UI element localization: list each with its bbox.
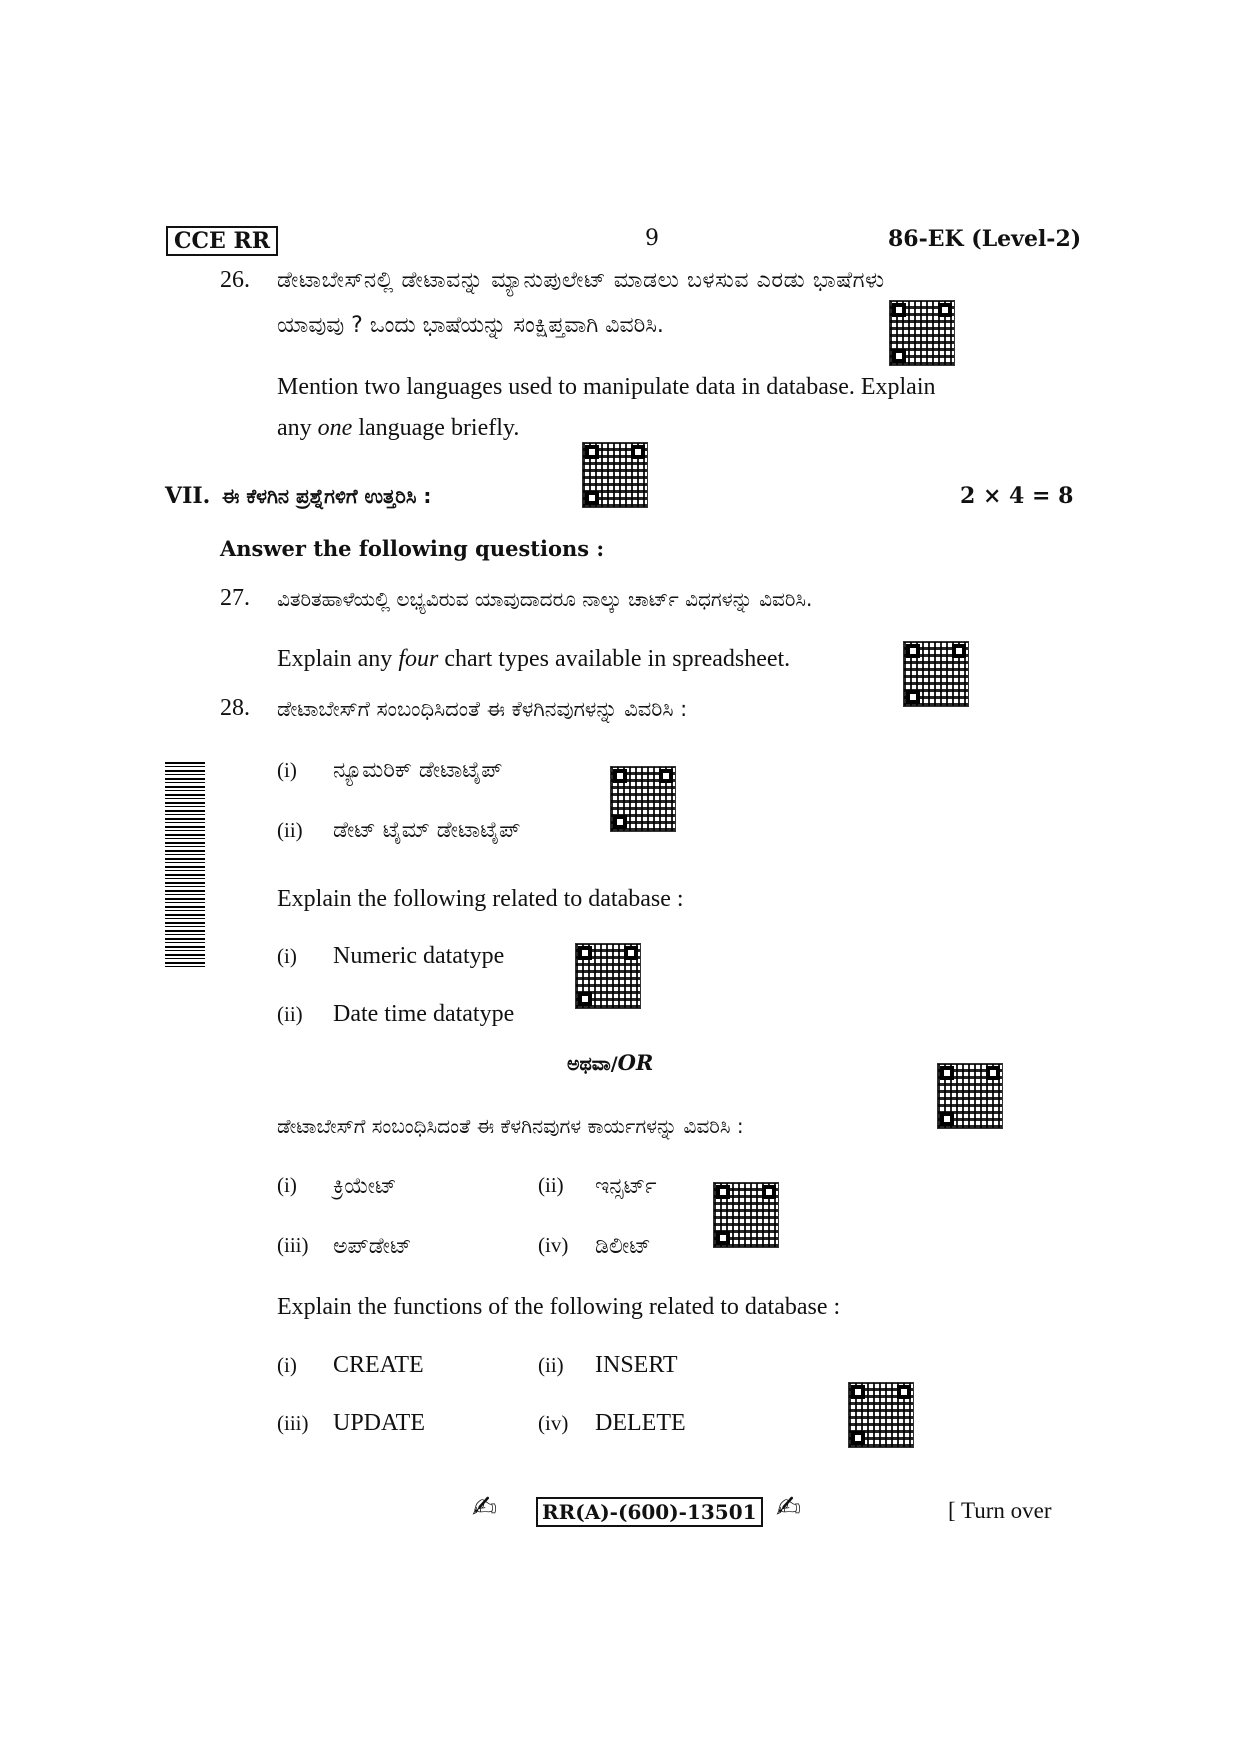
alt-en-item-label: (iii) (277, 1411, 309, 1435)
q27-kn: ವಿತರಿತಹಾಳೆಯಲ್ಲಿ ಲಭ್ಯವಿರುವ ಯಾವುದಾದರೂ ನಾಲ್ಕು ಚಾರ್ಟ್ ವಿಧಗಳನ್ನು ವಿವರಿಸಿ. (277, 587, 813, 611)
alt-kn-item-label: (iv) (538, 1233, 569, 1257)
q28-en-item-label: (ii) (277, 1002, 303, 1026)
qr-code-alt-en (848, 1382, 914, 1448)
q26-number: 26. (220, 267, 250, 293)
or-divider: ಅಥವಾ/OR (567, 1050, 654, 1075)
q28-kn-item-label: (i) (277, 758, 297, 782)
writing-hand-icon: ✍ (472, 1490, 498, 1525)
alt-en-item-label: (ii) (538, 1353, 564, 1377)
alt-kn-item-label: (i) (277, 1173, 297, 1197)
q28-en-item-label: (i) (277, 944, 297, 968)
header-badge: CCE RR (166, 226, 278, 256)
q26-en-line1: Mention two languages used to manipulate data in database. Explain (277, 374, 936, 400)
paper-code: 86-EK (Level-2) (888, 226, 1082, 252)
alt-en-item-text: CREATE (333, 1352, 424, 1378)
q26-en-line2: any one language briefly. (277, 415, 520, 441)
alt-en-item-label: (iv) (538, 1411, 569, 1435)
qr-code-q26-kn (889, 300, 955, 366)
q28-en: Explain the following related to database : (277, 886, 684, 912)
alt-kn-item-label: (ii) (538, 1173, 564, 1197)
q28-kn-item-label: (ii) (277, 818, 303, 842)
qr-code-q27 (903, 641, 969, 707)
barcode (165, 762, 205, 970)
qr-code-q28-en (575, 943, 641, 1009)
q28-alt-en: Explain the functions of the following related to database : (277, 1294, 841, 1320)
q28-alt-kn: ಡೇಟಾಬೇಸ್‌ಗೆ ಸಂಬಂಧಿಸಿದಂತೆ ಈ ಕೆಳಗಿನವುಗಳ ಕಾರ್ಯಗಳನ್ನು ವಿವರಿಸಿ : (277, 1114, 744, 1138)
alt-en-item-text: INSERT (595, 1352, 678, 1378)
section-number: VII. (165, 483, 211, 509)
alt-en-item-text: UPDATE (333, 1410, 426, 1436)
section-title-kn: ಈ ಕೆಳಗಿನ ಪ್ರಶ್ನೆಗಳಿಗೆ ಉತ್ತರಿಸಿ : (222, 484, 432, 508)
page-number: 9 (645, 226, 659, 251)
alt-kn-item-text: ಅಪ್‌ಡೇಟ್ (333, 1234, 412, 1259)
alt-en-item-label: (i) (277, 1353, 297, 1377)
q26-kn-line2: ಯಾವುವು ? ಒಂದು ಭಾಷೆಯನ್ನು ಸಂಕ್ಷಿಪ್ತವಾಗಿ ವಿವರಿಸಿ. (277, 313, 664, 338)
alt-kn-item-label: (iii) (277, 1233, 309, 1257)
qr-code-q26-en (582, 442, 648, 508)
q28-kn: ಡೇಟಾಬೇಸ್‌ಗೆ ಸಂಬಂಧಿಸಿದಂತೆ ಈ ಕೆಳಗಿನವುಗಳನ್ನು ವಿವರಿಸಿ : (277, 697, 688, 721)
turn-over: [ Turn over (948, 1498, 1052, 1523)
q28-kn-item-text: ನ್ಯೂಮರಿಕ್ ಡೇಟಾಟೈಪ್ (333, 758, 503, 783)
qr-code-or (937, 1063, 1003, 1129)
writing-hand-icon: ✍ (776, 1490, 802, 1525)
q28-en-item-text: Numeric datatype (333, 943, 505, 969)
section-title-en: Answer the following questions : (220, 536, 605, 561)
q28-number: 28. (220, 695, 250, 721)
footer-code: RR(A)-(600)-13501 (536, 1497, 763, 1527)
q26-kn-line1: ಡೇಟಾಬೇಸ್‌ನಲ್ಲಿ ಡೇಟಾವನ್ನು ಮ್ಯಾನುಪುಲೇಟ್ ಮಾಡಲು ಬಳಸುವ ಎರಡು ಭಾಷೆಗಳು (277, 268, 885, 293)
alt-kn-item-text: ಕ್ರಿಯೇಟ್ (333, 1174, 397, 1199)
q27-en: Explain any four chart types available in spreadsheet. (277, 646, 791, 672)
alt-en-item-text: DELETE (595, 1410, 686, 1436)
section-marks: 2 × 4 = 8 (960, 483, 1074, 509)
alt-kn-item-text: ಇನ್ಸರ್ಟ್ (595, 1174, 657, 1199)
qr-code-q28-kn (610, 766, 676, 832)
alt-kn-item-text: ಡಿಲೀಟ್ (595, 1234, 651, 1259)
q28-en-item-text: Date time datatype (333, 1001, 515, 1027)
qr-code-alt-kn (713, 1182, 779, 1248)
q27-number: 27. (220, 585, 250, 611)
q28-kn-item-text: ಡೇಟ್ ಟೈಮ್ ಡೇಟಾಟೈಪ್ (333, 818, 521, 843)
